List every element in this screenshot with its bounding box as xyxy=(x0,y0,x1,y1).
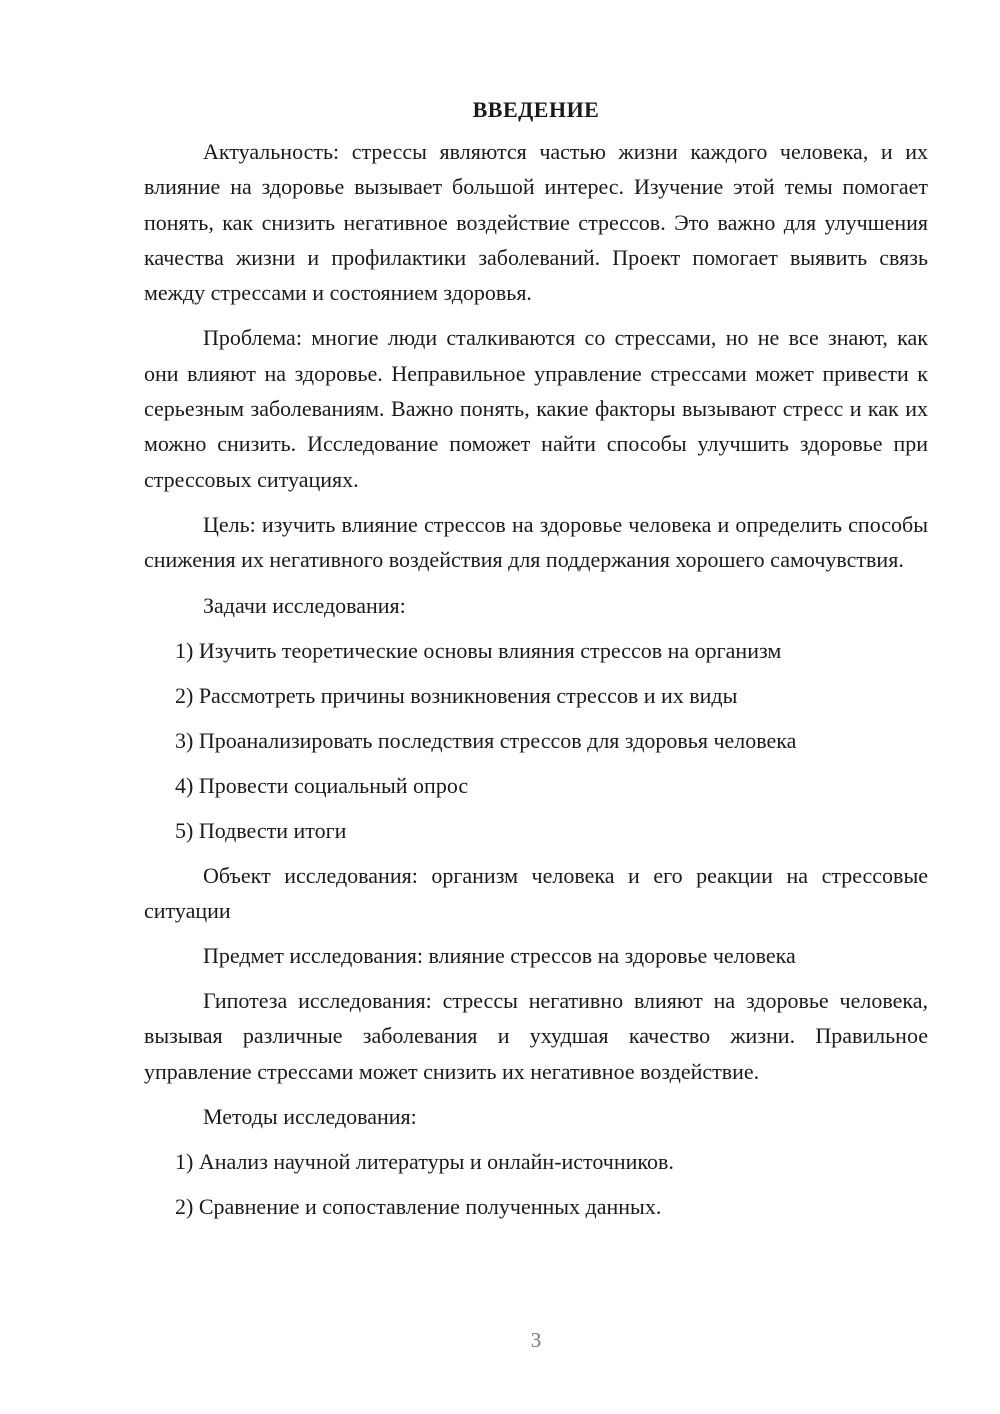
method-item-1: 1) Анализ научной литературы и онлайн-источников. xyxy=(175,1149,674,1175)
method-item-2: 2) Сравнение и сопоставление полученных данных. xyxy=(175,1194,662,1220)
page-number: 3 xyxy=(530,1328,542,1352)
section-title: ВВЕДЕНИЕ xyxy=(472,97,600,122)
document-page xyxy=(144,92,928,1234)
methods-heading: Методы исследования: xyxy=(203,1104,417,1130)
problem-paragraph: Проблема: многие люди сталкиваются со стрессами, но не все знают, как они влияют на здоровье. Неправильное управление стрессами может привести к серьезным заболеваниям. Важно понять, какие факторы вызывают стресс и как их можно снизить. Исследование поможет найти способы улучшить здоровье при стрессовых ситуациях. xyxy=(144,325,928,492)
goal-paragraph: Цель: изучить влияние стрессов на здоровье человека и определить способы снижения их негативного воздействия для поддержания хорошего самочувствия. xyxy=(144,511,928,573)
task-item-2: 2) Рассмотреть причины возникновения стрессов и их виды xyxy=(175,682,738,708)
relevance-paragraph: Актуальность: стрессы являются частью жизни каждого человека, и их влияние на здоровье вызывает большой интерес. Изучение этой темы помогает понять, как снизить негативное воздействие стрессов. Это важно для улучшения качества жизни и профилактики заболеваний. Проект помогает выявить связь между стрессами и состоянием здоровья. xyxy=(144,139,928,306)
object-paragraph: Объект исследования: организм человека и его реакции на стрессовые ситуации xyxy=(144,862,928,923)
task-item-5: 5) Подвести итоги xyxy=(175,817,347,843)
tasks-heading: Задачи исследования: xyxy=(203,592,406,618)
task-item-1: 1) Изучить теоретические основы влияния стрессов на организм xyxy=(175,637,782,663)
task-item-4: 4) Провести социальный опрос xyxy=(175,772,469,798)
hypothesis-paragraph: Гипотеза исследования: стрессы негативно влияют на здоровье человека, вызывая различные заболевания и ухудшая качество жизни. Правильное управление стрессами может снизить их негативное воздействие. xyxy=(144,988,928,1084)
task-item-3: 3) Проанализировать последствия стрессов для здоровья человека xyxy=(175,727,797,753)
subject-line: Предмет исследования: влияние стрессов на здоровье человека xyxy=(203,943,796,969)
